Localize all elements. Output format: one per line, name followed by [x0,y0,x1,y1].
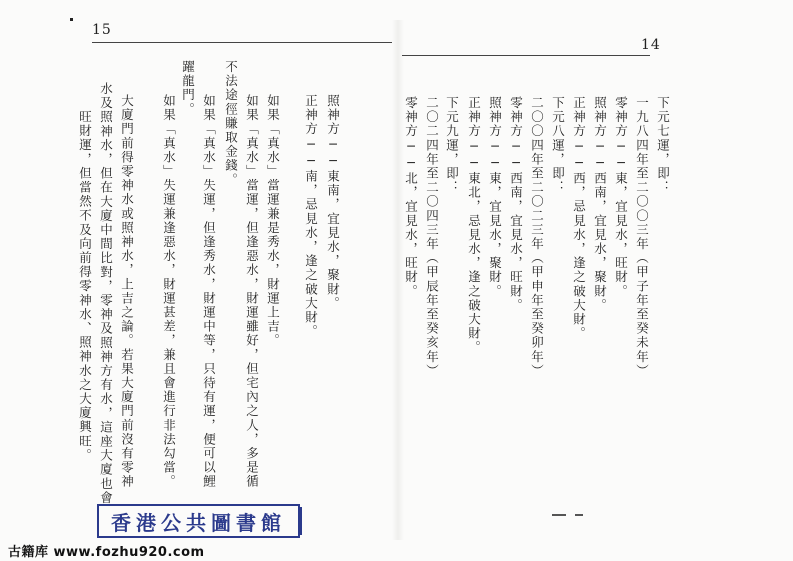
right-text-column-6: 零神方──西南，宜見水，旺財。 [508,96,524,313]
right-text-column-5: 照神方──東，宜見水，聚財。 [487,96,503,299]
right-text-column-1: 零神方──北，宜見水，旺財。 [403,96,419,299]
right-text-column-12: 一九八四年至二〇〇三年（甲子年至癸未年） [634,96,650,378]
right-text-column-3: 下元九運，即： [444,96,460,195]
left-text-column-6: 如果「真水」失運，但逢秀水，財運中等，只待有運，便可以鯉 [201,94,217,489]
page-gutter [392,20,404,540]
left-text-column-8: 如果「真水」當運，但逢惡水，財運雖好，但宅內之人，多是循 [244,94,260,489]
library-stamp-edge [300,507,308,535]
left-text-column-3: 大廈門前得零神水或照神水，上吉之論。若果大廈門前沒有零神 [119,94,135,489]
right-text-column-9: 正神方──西，忌見水，逢之破大財。 [571,96,587,341]
site-watermark: 古籍库 www.fozhu920.com [8,545,205,560]
right-page-number: 14 [641,37,661,53]
scan-speck [70,18,73,21]
right-text-column-13: 下元七運，即： [655,96,671,195]
left-text-column-10: 正神方──南，忌見水，逢之破大財。 [303,94,319,339]
left-text-column-5: 躍龍門。 [180,60,196,117]
right-text-column-2: 二〇二四年至二〇四三年（甲辰年至癸亥年） [424,96,440,378]
left-text-column-1: 旺財運，但當然不及向前得零神水、照神水之大廈興旺。 [77,110,93,463]
right-text-column-11: 零神方──東，宜見水，旺財。 [613,96,629,299]
right-text-column-8: 下元八運，即： [550,96,566,195]
left-header-rule [92,42,392,43]
library-stamp: 香港公共圖書館 [97,504,300,538]
right-text-column-10: 照神方──西南，宜見水，聚財。 [592,96,608,313]
left-text-column-7: 不法途徑賺取金錢。 [223,60,239,187]
left-text-column-2: 水及照神水，但在大廈中間比對，零神及照神方有水，這座大廈也會 [98,82,114,505]
left-text-column-11: 照神方──東南，宜見水，聚財。 [325,94,341,311]
left-text-column-4: 如果「真水」失運兼逢惡水，財運甚差，兼且會進行非法勾當。 [161,94,177,489]
right-header-rule [402,55,650,56]
left-text-column-9: 如果「真水」當運兼是秀水，財運上吉。 [265,94,281,348]
right-text-column-4: 正神方──東北，忌見水，逢之破大財。 [466,96,482,355]
right-text-column-7: 二〇〇四年至二〇二三年（甲申年至癸卯年） [529,96,545,378]
scan-speck [552,514,566,516]
scan-speck [575,514,583,516]
left-page-number: 15 [92,22,112,38]
